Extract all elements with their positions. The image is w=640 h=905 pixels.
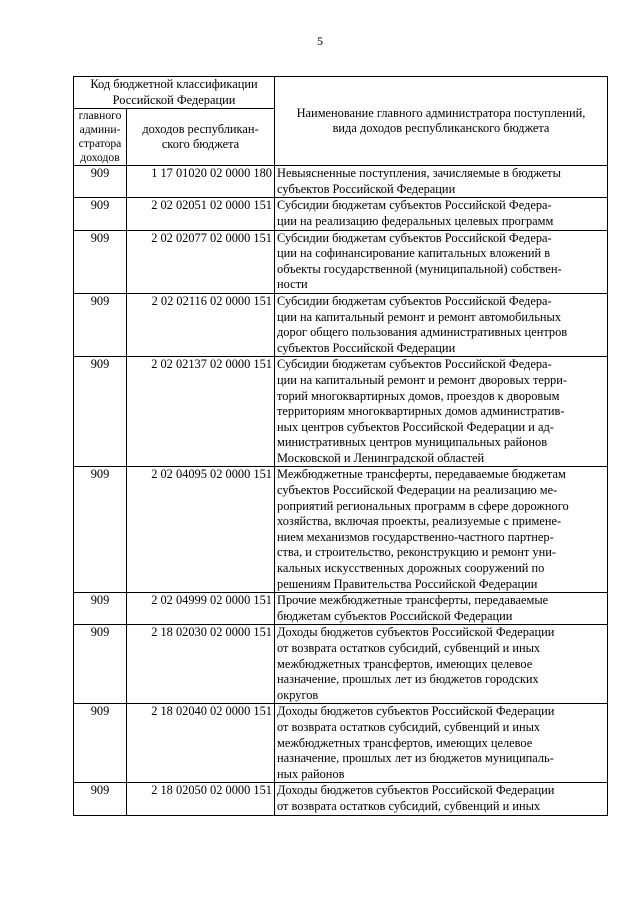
admin-code-cell: 909 [74, 357, 127, 467]
revenue-code-cell: 2 02 02137 02 0000 151 [127, 357, 275, 467]
header-line: главного [78, 109, 122, 123]
table-row [74, 625, 608, 704]
header-line: Российской Федерации [112, 92, 236, 107]
admin-code-cell: 909 [74, 704, 127, 783]
admin-code-cell: 909 [74, 230, 127, 293]
header-line: доходов республикан- [142, 121, 259, 136]
revenue-name-cell [275, 625, 608, 704]
revenue-code-cell: 2 18 02050 02 0000 151 [127, 783, 275, 815]
name-line: ных районов [277, 766, 345, 781]
table-row [74, 593, 608, 625]
revenue-code-cell: 1 17 01020 02 0000 180 [127, 166, 275, 198]
name-line: Московской и Ленинградской областей [277, 450, 485, 465]
name-line: субъектов Российской Федерации [277, 340, 456, 355]
name-line: субъектов Российской Федерации [277, 181, 456, 196]
table-row [74, 467, 608, 593]
table-row [74, 357, 608, 467]
revenue-name-cell [275, 198, 608, 230]
revenue-code-cell: 2 02 02116 02 0000 151 [127, 293, 275, 356]
header-line: Наименование главного администратора поступлений, [296, 105, 586, 120]
name-line: от возврата остатков субсидий, субвенций и иных [277, 641, 541, 655]
name-line: округов [277, 687, 319, 702]
page-number: 5 [317, 34, 323, 48]
revenue-name-cell [275, 230, 608, 293]
name-line: нием механизмов государственно-частного партнер- [277, 529, 554, 544]
name-line: Межбюджетные трансферты, передаваемые бюджетам [277, 467, 566, 482]
name-line: решениям Правительства Российской Федерации [277, 576, 538, 591]
name-line: от возврата остатков субсидий, субвенций и иных [277, 719, 541, 734]
admin-code-cell: 909 [74, 783, 127, 815]
revenue-code-cell: 2 02 04095 02 0000 151 [127, 467, 275, 593]
name-line: ции на софинансирование капитальных вложений в [277, 246, 551, 261]
table-row [74, 198, 608, 230]
name-line: объекты государственной (муниципальной) собствен- [277, 261, 562, 276]
revenue-code-cell: 2 02 04999 02 0000 151 [127, 593, 275, 625]
name-line: Доходы бюджетов субъектов Российской Федерации [277, 704, 555, 719]
revenue-name-cell [275, 293, 608, 356]
name-line: министративных центров муниципальных районов [277, 435, 548, 450]
header-classification [74, 77, 275, 109]
name-line: Прочие межбюджетные трансферты, передаваемые [277, 593, 549, 608]
name-line: ных центров субъектов Российской Федерации и ад- [277, 419, 554, 434]
name-line: ности [277, 277, 308, 292]
admin-code-cell: 909 [74, 625, 127, 704]
header-line: Код бюджетной классификации [90, 77, 258, 91]
name-line: Субсидии бюджетам субъектов Российской Федера- [277, 230, 552, 245]
name-line: от возврата остатков субсидий, субвенций и иных [277, 798, 541, 813]
name-line: кальных искусственных дорожных сооружений по [277, 561, 545, 576]
header-code-column [127, 109, 275, 166]
name-line: межбюджетных трансфертов, имеющих целевое [277, 656, 533, 671]
revenue-name-cell [275, 783, 608, 815]
header-row [74, 77, 608, 109]
header-line: доходов [80, 151, 120, 165]
admin-code-cell: 909 [74, 198, 127, 230]
header-line: ского бюджета [161, 137, 240, 152]
table-body [74, 166, 608, 815]
name-line: хозяйства, включая проекты, реализуемые с примене- [277, 514, 562, 529]
budget-classification-table [73, 76, 608, 816]
revenue-name-cell [275, 467, 608, 593]
name-line: Субсидии бюджетам субъектов Российской Федера- [277, 198, 552, 213]
revenue-code-cell: 2 18 02040 02 0000 151 [127, 704, 275, 783]
name-line: Доходы бюджетов субъектов Российской Федерации [277, 625, 555, 640]
revenue-code-cell: 2 02 02051 02 0000 151 [127, 198, 275, 230]
admin-code-cell: 909 [74, 166, 127, 198]
table-row [74, 704, 608, 783]
name-line: дорог общего пользования административных центров [277, 325, 568, 340]
name-line: назначение, прошлых лет из бюджетов городских [277, 672, 539, 687]
name-line: торий многоквартирных домов, проездов к дворовым [277, 388, 560, 403]
admin-code-cell: 909 [74, 467, 127, 593]
name-line: бюджетам субъектов Российской Федерации [277, 608, 513, 623]
header-name-column [275, 77, 608, 166]
name-line: ции на реализацию федеральных целевых программ [277, 213, 554, 228]
name-line: ции на капитальный ремонт и ремонт дворовых терри- [277, 372, 568, 387]
name-line: назначение, прошлых лет из бюджетов муниципаль- [277, 751, 554, 766]
name-line: ции на капитальный ремонт и ремонт автомобильных [277, 309, 562, 324]
admin-code-cell: 909 [74, 593, 127, 625]
table-row [74, 166, 608, 198]
revenue-name-cell [275, 166, 608, 198]
name-line: Субсидии бюджетам субъектов Российской Федера- [277, 293, 552, 308]
header-line: админи- [79, 123, 121, 137]
revenue-name-cell [275, 357, 608, 467]
name-line: ства, и строительство, реконструкцию и ремонт уни- [277, 545, 556, 560]
admin-code-cell: 909 [74, 293, 127, 356]
revenue-code-cell: 2 18 02030 02 0000 151 [127, 625, 275, 704]
name-line: Невыясненные поступления, зачисляемые в бюджеты [277, 166, 561, 181]
revenue-code-cell: 2 02 02077 02 0000 151 [127, 230, 275, 293]
header-line: стратора [78, 137, 122, 151]
table-row [74, 230, 608, 293]
revenue-name-cell [275, 704, 608, 783]
revenue-name-cell [275, 593, 608, 625]
header-admin-column [74, 109, 127, 166]
name-line: роприятий региональных программ в сфере дорожного [277, 498, 569, 513]
table-row [74, 783, 608, 815]
table-row [74, 293, 608, 356]
name-line: межбюджетных трансфертов, имеющих целевое [277, 735, 533, 750]
name-line: Доходы бюджетов субъектов Российской Федерации [277, 783, 555, 798]
header-line: вида доходов республиканского бюджета [332, 121, 550, 136]
name-line: Субсидии бюджетам субъектов Российской Федера- [277, 357, 552, 372]
name-line: территориям многоквартирных домов административ- [277, 404, 565, 419]
name-line: субъектов Российской Федерации на реализацию ме- [277, 483, 558, 498]
